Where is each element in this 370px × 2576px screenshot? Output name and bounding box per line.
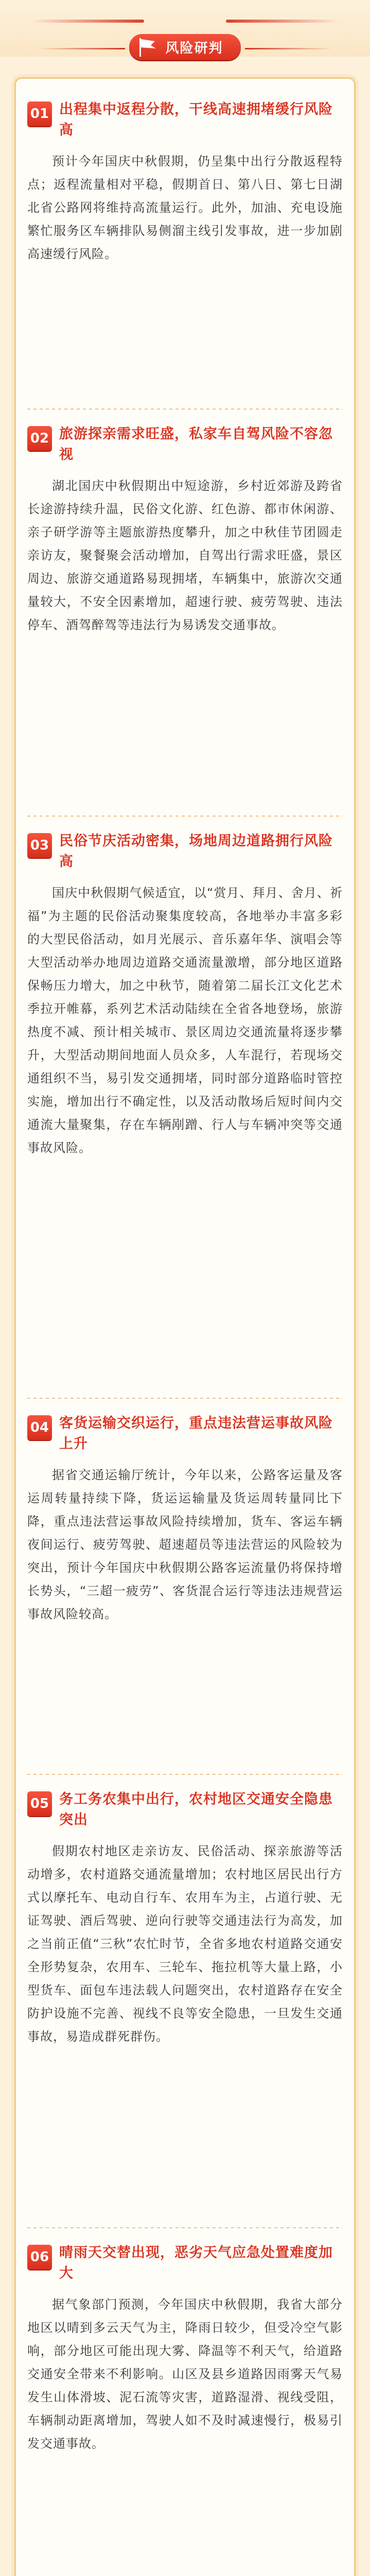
item-heading: 出程集中返程分散，干线高速拥堵缓行风险高 bbox=[59, 101, 333, 138]
item-body: 湖北国庆中秋假期出中短途游，乡村近郊游及跨省长途游持续升温，民俗文化游、红色游、都市休闲游、亲子研学游等主题旅游热度攀升，加之中秋佳节团圆走亲访友，聚餐聚会活动增加，自驾出行需求旺盛，景区周边、旅游交通道路易现拥堵，车辆集中，旅游次交通量较大，不安全因素增加，超速行驶、疲劳驾驶、违法停车、酒驾醉驾等违法行为易诱发交通事故。 bbox=[27, 479, 343, 632]
risk-item-3 bbox=[27, 831, 343, 1160]
flag-icon bbox=[136, 36, 159, 58]
section-title-text: 风险研判 bbox=[165, 40, 223, 56]
risk-item-5 bbox=[27, 1789, 343, 2048]
item-heading: 务工务农集中出行，农村地区交通安全隐患突出 bbox=[59, 1791, 333, 1828]
divider bbox=[27, 816, 343, 817]
item-body: 预计今年国庆中秋假期，仍呈集中出行分散返程特点；返程流量相对平稳，假期首日、第八日、第七日湖北省公路网将维持高流量运行。此外，加油、充电设施繁忙服务区车辆排队易侧溜主线引发事故，进一步加剧高速缓行风险。 bbox=[27, 154, 343, 261]
risk-item-head bbox=[27, 1789, 343, 1831]
ribbon-left bbox=[31, 20, 144, 23]
item-body: 据省交通运输厅统计，今年以来，公路客运量及客运周转量持续下降，货运运输量及货运周转量同比下降，重点违法营运事故风险持续增加，货车、客运车辆夜间运行、疲劳驾驶、超速超员等违法营运的风险较为突出，预计今年国庆中秋假期公路客运流量仍将保持增长势头，“三超一疲劳”、客货混合运行等违法违规营运事故风险较高。 bbox=[27, 1468, 343, 1621]
risk-item-4 bbox=[27, 1413, 343, 1626]
risk-item-head bbox=[27, 99, 343, 141]
divider bbox=[27, 409, 343, 410]
item-number-badge: 04 bbox=[27, 1415, 52, 1440]
divider bbox=[27, 2227, 343, 2228]
divider bbox=[27, 1398, 343, 1399]
item-number-badge: 06 bbox=[27, 2245, 52, 2269]
item-heading: 旅游探亲需求旺盛，私家车自驾风险不容忽视 bbox=[59, 426, 333, 463]
item-number-badge: 03 bbox=[27, 833, 52, 858]
risk-panel bbox=[14, 77, 356, 2576]
item-number-badge: 01 bbox=[27, 101, 52, 126]
item-body: 假期农村地区走亲访友、民俗活动、探亲旅游等活动增多，农村道路交通流量增加；农村地区居民出行方式以摩托车、电动自行车、农用车为主，占道行驶、无证驾驶、酒后驾驶、逆向行驶等交通违法行为高发，加之当前正值“三秋”农忙时节，全省多地农村道路交通安全形势复杂，农用车、三轮车、拖拉机等大量上路，小型货车、面包车违法载人问题突出，农村道路存在安全防护设施不完善、视线不良等安全隐患，一旦发生交通事故，易造成群死群伤。 bbox=[27, 1844, 343, 2044]
risk-item-head bbox=[27, 2243, 343, 2284]
risk-item-head bbox=[27, 424, 343, 465]
ribbon-right bbox=[226, 20, 339, 23]
risk-item-2 bbox=[27, 424, 343, 637]
item-heading: 晴雨天交替出现，恶劣天气应急处置难度加大 bbox=[59, 2245, 333, 2281]
risk-item-6 bbox=[27, 2243, 343, 2455]
item-heading: 客货运输交织运行，重点违法营运事故风险上升 bbox=[59, 1415, 333, 1452]
section-title-pill bbox=[129, 34, 240, 60]
item-number-badge: 05 bbox=[27, 1791, 52, 1816]
section-title-risk bbox=[0, 32, 370, 62]
item-body: 据气象部门预测，今年国庆中秋假期，我省大部分地区以晴到多云天气为主，降雨日较少，但受冷空气影响，部分地区可能出现大雾、降温等不利天气，给道路交通安全带来不利影响。山区及县乡道路因雨雾天气易发生山体滑坡、泥石流等灾害，道路湿滑、视线受阻，车辆制动距离增加，驾驶人如不及时减速慢行，极易引发交通事故。 bbox=[27, 2297, 343, 2451]
item-body: 国庆中秋假期气候适宜，以“赏月、拜月、舍月、祈福”为主题的民俗活动聚集度较高，各地举办丰富多彩的大型民俗活动，如月光展示、音乐嘉年华、演唱会等大型活动举办地周边道路交通流量激增，部分地区道路保畅压力增大，加之中秋节，随着第二届长江文化艺术季拉开帷幕，系列艺术活动陆续在全省各地登场，旅游热度不减、预计相关城市、景区周边交通流量将逐步攀升，大型活动期间地面人员众多，人车混行，若现场交通组织不当，易引发交通拥堵，同时部分道路临时管控实施，增加出行不确定性，以及活动散场后短时间内交通流大量聚集，存在车辆剐蹭、行人与车辆冲突等交通事故风险。 bbox=[27, 886, 343, 1155]
risk-item-1 bbox=[27, 99, 343, 266]
item-number-badge: 02 bbox=[27, 426, 52, 451]
risk-item-head bbox=[27, 831, 343, 872]
risk-item-head bbox=[27, 1413, 343, 1454]
divider bbox=[27, 1774, 343, 1775]
item-heading: 民俗节庆活动密集，场地周边道路拥行风险高 bbox=[59, 833, 333, 870]
